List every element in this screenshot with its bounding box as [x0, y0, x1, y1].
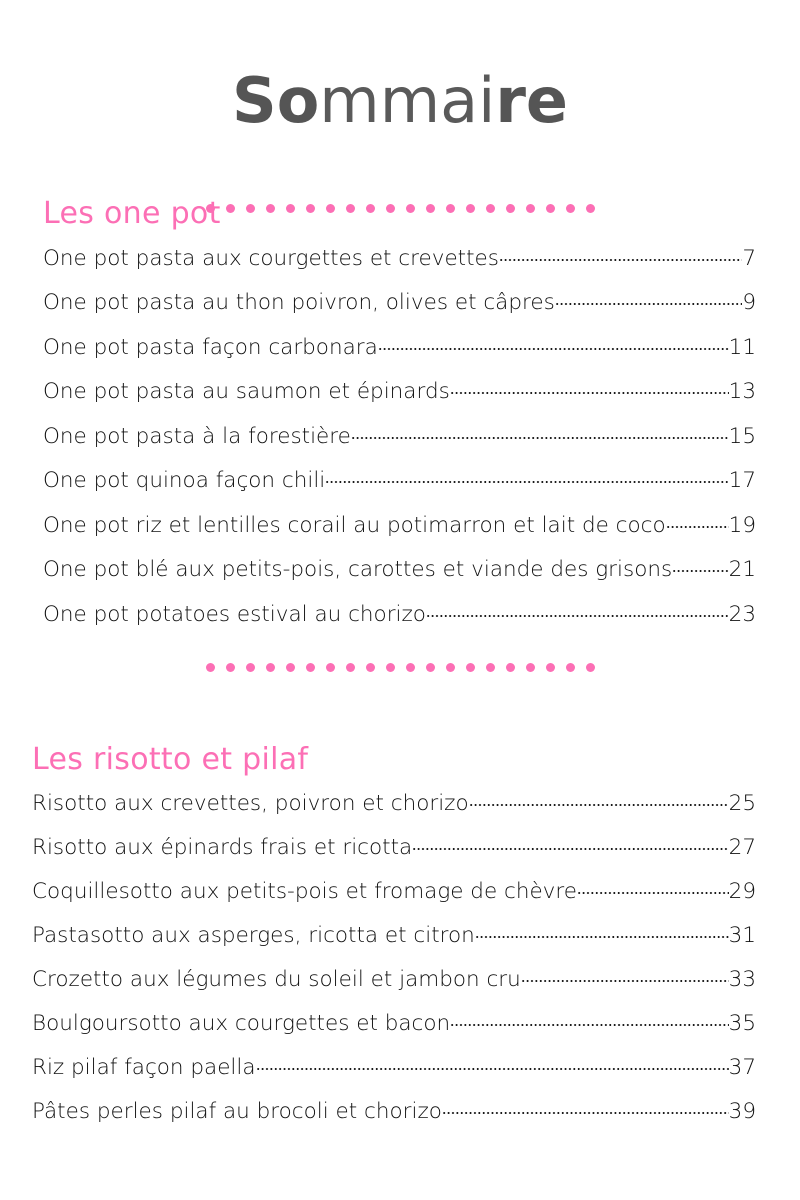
toc-leader-dots — [450, 377, 729, 399]
toc-entry-title: Crozetto aux légumes du soleil et jambon cru — [32, 968, 521, 990]
toc-entry[interactable] — [32, 832, 756, 858]
toc-entry-page-number: 25 — [728, 790, 756, 816]
page-title-part-bold-end: re — [495, 63, 568, 137]
separator-dot — [446, 663, 455, 672]
separator-dot — [246, 663, 255, 672]
toc-entry-title: One pot pasta au thon poivron, olives et câpres — [43, 292, 555, 314]
toc-entry[interactable] — [43, 599, 756, 625]
toc-entry-title: Boulgoursotto aux courgettes et bacon — [32, 1012, 451, 1034]
toc-entry[interactable] — [43, 243, 756, 269]
section-heading: Les risotto et pilaf — [32, 742, 309, 777]
toc-entry-page-number: 17 — [728, 468, 756, 493]
page-title-part-light-middle: mmai — [319, 63, 496, 137]
section-les-risotto-et-pilaf — [0, 742, 800, 1140]
page-title — [232, 63, 568, 137]
separator-dot — [586, 663, 595, 672]
toc-leader-dots — [351, 421, 729, 443]
toc-entry[interactable] — [43, 421, 756, 447]
separator-dot — [546, 663, 555, 672]
toc-entry-title: One pot blé aux petits-pois, carottes et viande des grisons — [43, 559, 673, 581]
separator-dot — [306, 663, 315, 672]
toc-leader-dots — [469, 788, 729, 810]
section-heading: Les one pot — [43, 196, 221, 231]
toc-entry-page-number: 27 — [728, 834, 756, 860]
toc-list-one-pot — [43, 243, 756, 625]
toc-entry-title: One pot pasta à la forestière — [43, 425, 351, 447]
toc-entry-page-number: 33 — [728, 966, 756, 992]
separator-dot — [346, 663, 355, 672]
toc-entry-title: One pot quinoa façon chili — [43, 470, 326, 492]
dotted-separator-middle — [0, 663, 800, 672]
toc-leader-dots — [325, 466, 728, 488]
toc-entry-page-number: 29 — [728, 878, 756, 904]
toc-leader-dots — [499, 243, 742, 265]
toc-entry-page-number: 37 — [728, 1054, 756, 1080]
toc-entry[interactable] — [43, 377, 756, 403]
separator-dot — [506, 663, 515, 672]
toc-leader-dots — [555, 288, 743, 310]
toc-entry-page-number: 7 — [742, 245, 756, 271]
separator-dot — [326, 663, 335, 672]
toc-list-risotto-pilaf — [32, 788, 756, 1122]
toc-leader-dots — [256, 1052, 729, 1074]
toc-entry-title: Riz pilaf façon paella — [32, 1056, 256, 1078]
separator-dot — [206, 663, 215, 672]
separator-dot — [266, 663, 275, 672]
separator-dot — [366, 663, 375, 672]
separator-dot — [566, 663, 575, 672]
page-title-part-bold-start: So — [232, 63, 320, 137]
toc-entry[interactable] — [43, 466, 756, 492]
toc-entry[interactable] — [32, 788, 756, 814]
toc-entry[interactable] — [32, 1052, 756, 1078]
toc-entry-page-number: 35 — [728, 1010, 756, 1036]
toc-entry[interactable] — [32, 920, 756, 946]
toc-leader-dots — [521, 964, 729, 986]
toc-entry-page-number: 11 — [728, 334, 756, 360]
toc-entry-title: Coquillesotto aux petits-pois et fromage de chèvre — [32, 880, 577, 902]
toc-entry-title: One pot pasta façon carbonara — [43, 336, 378, 358]
toc-entry-title: Pâtes perles pilaf au brocoli et chorizo — [32, 1100, 442, 1122]
toc-leader-dots — [450, 1008, 728, 1030]
separator-dot — [406, 663, 415, 672]
toc-entry[interactable] — [32, 1096, 756, 1122]
toc-leader-dots — [442, 1096, 729, 1118]
toc-leader-dots — [378, 332, 729, 354]
separator-dot — [386, 663, 395, 672]
page-title-container — [0, 0, 800, 174]
toc-entry-page-number: 13 — [728, 379, 756, 404]
toc-entry-page-number: 23 — [728, 601, 756, 627]
toc-entry-page-number: 9 — [742, 290, 756, 315]
toc-entry-page-number: 15 — [728, 423, 756, 449]
toc-entry-title: One pot pasta au saumon et épinards — [43, 381, 450, 403]
toc-entry[interactable] — [32, 964, 756, 990]
separator-dot — [486, 663, 495, 672]
toc-entry-page-number: 39 — [728, 1098, 756, 1124]
separator-dot — [226, 663, 235, 672]
toc-leader-dots — [666, 510, 729, 532]
toc-entry-title: Pastasotto aux asperges, ricotta et citron — [32, 924, 475, 946]
toc-entry[interactable] — [43, 332, 756, 358]
toc-entry[interactable] — [32, 876, 756, 902]
toc-leader-dots — [672, 555, 728, 577]
toc-entry-title: Risotto aux épinards frais et ricotta — [32, 836, 413, 858]
toc-entry-title: One pot potatoes estival au chorizo — [43, 603, 426, 625]
separator-dot — [526, 663, 535, 672]
separator-dot — [466, 663, 475, 672]
toc-entry-title: One pot riz et lentilles corail au potimarron et lait de coco — [43, 514, 666, 536]
toc-entry-title: One pot pasta aux courgettes et crevettes — [43, 247, 499, 269]
toc-leader-dots — [577, 876, 729, 898]
toc-leader-dots — [412, 832, 728, 854]
separator-dot — [286, 663, 295, 672]
toc-entry[interactable] — [43, 288, 756, 314]
toc-entry-page-number: 19 — [728, 512, 756, 538]
toc-leader-dots — [426, 599, 729, 621]
section-les-one-pot — [0, 196, 800, 644]
toc-entry-page-number: 21 — [728, 557, 756, 582]
toc-entry-title: Risotto aux crevettes, poivron et chorizo — [32, 792, 469, 814]
separator-dot — [426, 663, 435, 672]
toc-entry-page-number: 31 — [728, 922, 756, 948]
toc-leader-dots — [475, 920, 729, 942]
toc-entry[interactable] — [32, 1008, 756, 1034]
toc-entry[interactable] — [43, 510, 756, 536]
toc-entry[interactable] — [43, 555, 756, 581]
